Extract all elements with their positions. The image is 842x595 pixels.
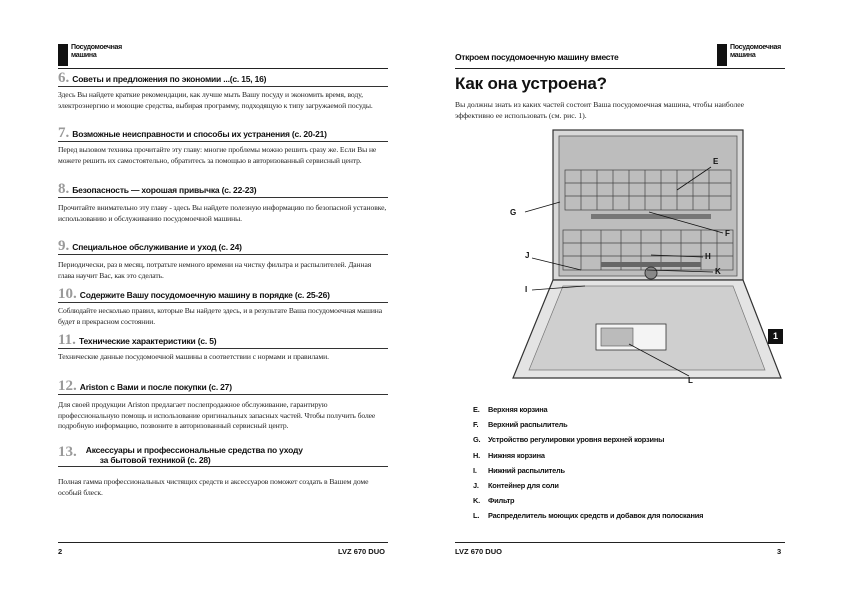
parts-legend bbox=[473, 402, 803, 524]
legend-item: F. Верхний распылитель bbox=[473, 420, 568, 430]
callout-i: I bbox=[525, 285, 528, 294]
brand-logo-left bbox=[58, 44, 151, 66]
section-body-6: Здесь Вы найдете краткие рекомендации, как лучше мыть Вашу посуду и экономить время, воду, электроэнергию и моющие средства, выбирая программу, подходящую к типу загружаемой посуды. bbox=[58, 90, 373, 110]
chapter-tab-marker: 1 bbox=[768, 329, 783, 344]
dishwasher-illustration bbox=[501, 128, 801, 388]
section-body-7: Перед вызовом техника прочитайте эту главу: многие проблемы можно решить сразу же. Если Вы не можете решить их самостоятельно, обратитесь за помощью в авторизованный сервисный центр. bbox=[58, 145, 377, 165]
section-body-9: Периодически, раз в месяц, потратьте немного времени на чистку фильтра и распылителей. Данная глава научит Вас, как это сделать. bbox=[58, 260, 372, 280]
page-number: 2 bbox=[58, 547, 63, 556]
section-body-13: Полная гамма профессиональных чистящих средств и аксессуаров поможет создать в Вашем доме особый блеск. bbox=[58, 477, 369, 497]
header-rule bbox=[58, 68, 388, 69]
section-body-12: Для своей продукции Ariston предлагает послепродажное обслуживание, гарантирую профессиональную помощь и использование оригинальных запасных частей. Чтобы получить более подробную информацию, позвоните в авторизованный сервисный центр. bbox=[58, 400, 376, 431]
brand-logo-right bbox=[717, 44, 810, 66]
brand-text: Посудомоечная машина bbox=[71, 44, 122, 59]
legend-item: L. Распределитель моющих средств и добавок для полоскания bbox=[473, 511, 704, 521]
model-name: LVZ 670 DUO bbox=[455, 547, 502, 556]
section-heading-12: 12. Ariston с Вами и после покупки (с. 27) bbox=[58, 379, 388, 395]
right-page bbox=[421, 0, 842, 595]
legend-item: E. Верхняя корзина bbox=[473, 405, 548, 414]
callout-f: F bbox=[725, 229, 730, 238]
callout-g: G bbox=[510, 208, 517, 217]
callout-h: H bbox=[705, 252, 711, 261]
page-number: 3 bbox=[777, 547, 782, 556]
brand-text: Посудомоечная машина bbox=[730, 44, 781, 59]
section-heading-10: 10. Содержите Вашу посудомоечную машину в порядке (с. 25-26) bbox=[58, 287, 388, 303]
footer-rule bbox=[455, 542, 785, 543]
section-heading-6: 6. Советы и предложения по экономии ...(с. 15, 16) bbox=[58, 71, 388, 87]
section-body-11: Технические данные посудомоечной машины в соответствии с нормами и правилами. bbox=[58, 352, 329, 361]
section-heading-9: 9. Специальное обслуживание и уход (с. 24) bbox=[58, 239, 388, 255]
legend-item: K. Фильтр bbox=[473, 496, 515, 506]
legend-item: J. Контейнер для соли bbox=[473, 481, 559, 491]
legend-item: I. Нижний распылитель bbox=[473, 465, 565, 475]
section-body-10: Соблюдайте несколько правил, которые Вы найдете здесь, и в результате Ваша посудомоечная машина будет в прекрасном состоянии. bbox=[58, 306, 383, 326]
callout-l: L bbox=[688, 376, 693, 385]
intro-text: Вы должны знать из каких частей состоит Ваша посудомоечная машина, чтобы наиболее эффективно ее использовать (см. рис. 1). bbox=[455, 100, 745, 120]
page-title: Как она устроена? bbox=[455, 74, 607, 93]
section-heading-8: 8. Безопасность — хорошая привычка (с. 22-23) bbox=[58, 182, 388, 198]
footer-rule bbox=[58, 542, 388, 543]
section-heading-7: 7. Возможные неисправности и способы их устранения (с. 20-21) bbox=[58, 126, 388, 142]
model-name: LVZ 670 DUO bbox=[338, 547, 385, 556]
header-rule bbox=[455, 68, 785, 69]
section-heading-13: 13. Аксессуары и профессиональные средства по уходу за бытовой техникой (с. 28) bbox=[58, 445, 388, 467]
page-header: Откроем посудомоечную машину вместе bbox=[455, 52, 619, 62]
section-body-8: Прочитайте внимательно эту главу - здесь Вы найдете полезную информацию по безопасной установке, использованию и обслуживанию посудомоечной машины. bbox=[58, 203, 387, 223]
section-heading-11: 11. Технические характеристики (с. 5) bbox=[58, 333, 388, 349]
callout-k: K bbox=[715, 267, 721, 276]
legend-item: H. Нижняя корзина bbox=[473, 450, 545, 460]
callout-e: E bbox=[713, 157, 719, 166]
brand-block-icon bbox=[58, 44, 68, 66]
callout-j: J bbox=[525, 251, 530, 260]
brand-block-icon bbox=[717, 44, 727, 66]
legend-item: G. Устройство регулировки уровня верхней корзины bbox=[473, 435, 665, 445]
